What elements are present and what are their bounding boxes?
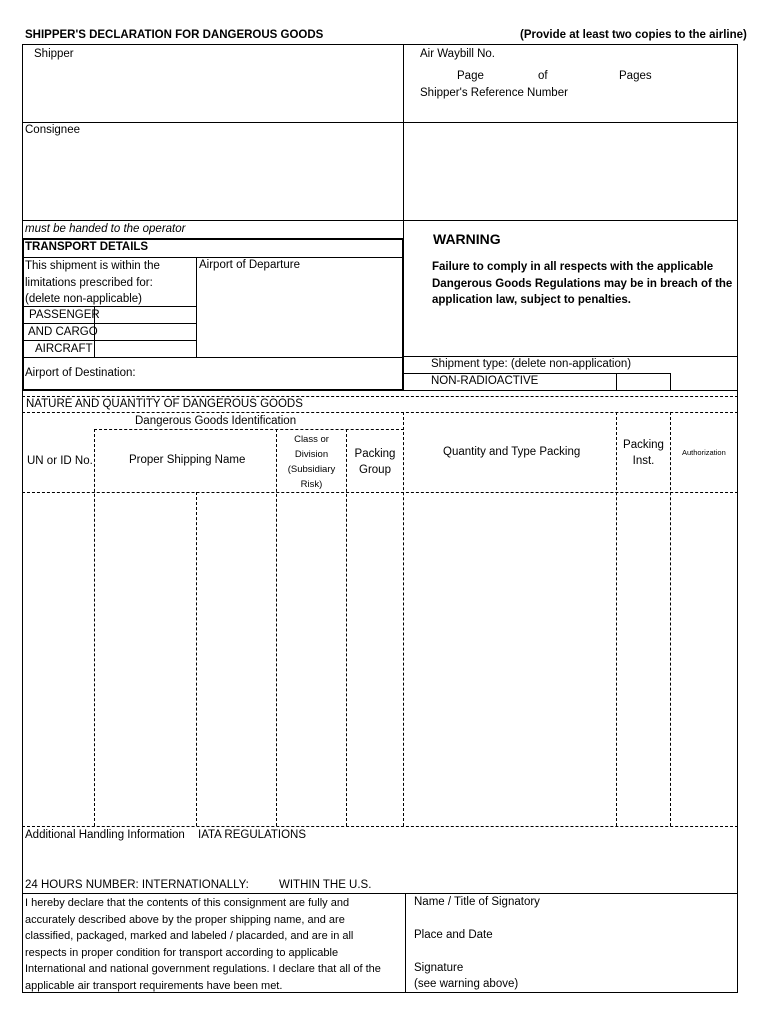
passenger-checkbox-field[interactable]: [96, 308, 194, 322]
page-label: Page: [457, 70, 484, 82]
declaration-text: I hereby declare that the contents of this consignment are fully and accurately described above by the proper shipping name, and are classified, packaged, marked and labeled / placarded, and are in all respects in proper condition for transport according to applicable International and national government regulations. I declare that all of the applicable air transport requirements have been met.: [25, 897, 381, 992]
operator-note: must be handed to the operator: [25, 223, 186, 235]
dashed-line: [94, 429, 404, 430]
divider-line: [403, 373, 671, 374]
divider-line: [670, 373, 671, 390]
signature-note: (see warning above): [414, 978, 519, 990]
destination-label: Airport of Destination:: [25, 367, 136, 379]
handling-value: IATA REGULATIONS: [198, 829, 306, 841]
goods-section-title: NATURE AND QUANTITY OF DANGEROUS GOODS: [26, 398, 303, 410]
shipment-type-label: Shipment type: (delete non-application): [431, 358, 632, 370]
shipper-label: Shipper: [34, 48, 74, 60]
limits-text: This shipment is within the limitations prescribed for: (delete non-applicable): [25, 260, 160, 305]
consignee-label: Consignee: [25, 124, 80, 136]
goods-entry-area[interactable]: [24, 494, 736, 824]
non-radioactive-checkbox-field[interactable]: [618, 375, 668, 389]
place-date-label: Place and Date: [414, 929, 493, 941]
pages-label: Pages: [619, 70, 652, 82]
divider-line: [22, 893, 738, 894]
reference-label: Shipper's Reference Number: [420, 87, 568, 99]
handling-label: Additional Handling Information: [25, 829, 185, 841]
declaration-divider: [405, 893, 406, 993]
transport-title: TRANSPORT DETAILS: [25, 241, 149, 253]
signatory-name-label: Name / Title of Signatory: [414, 896, 540, 908]
dashed-line: [22, 396, 738, 397]
signature-label: Signature: [414, 962, 464, 974]
divider-line: [616, 373, 617, 390]
handling-field[interactable]: [24, 845, 736, 875]
divider-line: [22, 220, 738, 221]
us-number-label: WITHIN THE U.S.: [279, 879, 372, 891]
awb-label: Air Waybill No.: [420, 48, 495, 60]
intl-number-label: 24 HOURS NUMBER: INTERNATIONALLY:: [25, 879, 249, 891]
departure-divider: [196, 257, 197, 358]
aircraft-label: AIRCRAFT: [35, 343, 93, 355]
of-label: of: [538, 70, 548, 82]
form-title: SHIPPER'S DECLARATION FOR DANGEROUS GOODS: [25, 29, 324, 41]
divider-line: [22, 323, 196, 324]
col-pg-header: Packing Group: [354, 448, 396, 476]
dashed-line: [22, 492, 738, 493]
warning-text: Failure to comply in all respects with the applicable Dangerous Goods Regulations may be in breach of the application law, subject to penalties.: [432, 261, 733, 306]
copies-note: (Provide at least two copies to the airline): [520, 29, 747, 41]
col-un-header: UN or ID No.: [27, 455, 93, 467]
divider-line: [22, 306, 196, 307]
consignee-field[interactable]: [28, 140, 398, 218]
signatory-fields[interactable]: [560, 895, 734, 989]
dashed-line: [22, 826, 738, 827]
shipper-field[interactable]: [28, 64, 398, 118]
col-psn-header: Proper Shipping Name: [129, 454, 246, 466]
aircraft-checkbox-field[interactable]: [96, 342, 194, 356]
passenger-label: PASSENGER: [29, 309, 100, 321]
identification-title: Dangerous Goods Identification: [135, 415, 297, 427]
departure-label: Airport of Departure: [199, 259, 300, 271]
dashed-line: [22, 412, 738, 413]
non-radioactive-label: NON-RADIOACTIVE: [431, 375, 539, 387]
col-qty-header: Quantity and Type Packing: [443, 446, 581, 458]
warning-title: WARNING: [433, 231, 501, 247]
divider-line: [22, 390, 738, 391]
divider-line: [22, 122, 738, 123]
col-pi-header: Packing Inst.: [623, 439, 664, 467]
divider-line: [22, 357, 404, 358]
divider-line: [22, 340, 196, 341]
cargo-checkbox-field[interactable]: [96, 325, 194, 339]
cargo-label: AND CARGO: [28, 326, 98, 338]
divider-line: [403, 356, 738, 357]
col-auth-header: Authorization: [682, 448, 726, 457]
col-class-header: Class or Division (Subsidiary Risk): [287, 434, 336, 490]
